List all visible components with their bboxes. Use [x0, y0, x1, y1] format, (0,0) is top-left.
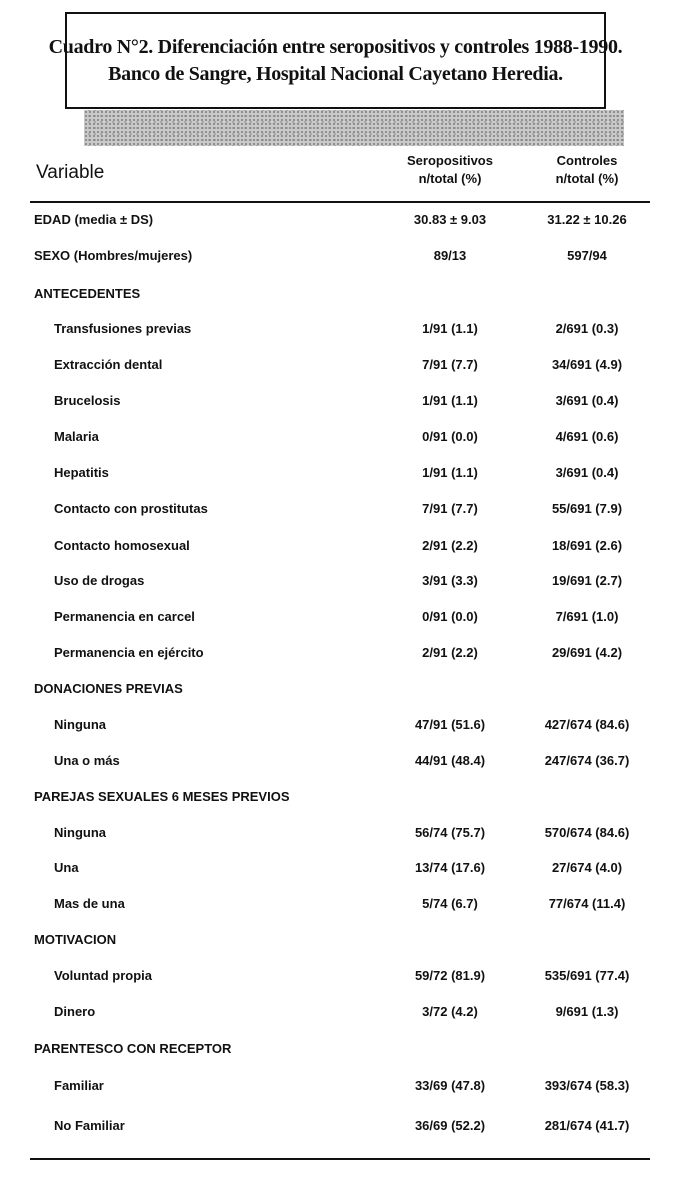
- row-label: Permanencia en carcel: [54, 609, 195, 624]
- seropositivos-value: 7/91 (7.7): [422, 357, 478, 372]
- table-row: [0, 209, 683, 231]
- controles-value: 535/691 (77.4): [544, 968, 630, 983]
- table-row: [0, 390, 683, 412]
- controles-value: 427/674 (84.6): [544, 717, 630, 732]
- controles-value: 27/674 (4.0): [551, 860, 623, 875]
- table-row: [0, 570, 683, 592]
- table-row: [0, 1075, 683, 1097]
- table-row: [0, 1001, 683, 1023]
- controles-value: 2/691 (0.3): [555, 321, 619, 336]
- table-row: [0, 1115, 683, 1137]
- table-row: [0, 822, 683, 844]
- section-row: [0, 678, 683, 700]
- row-label: Transfusiones previas: [54, 321, 192, 336]
- seropositivos-value: 36/69 (52.2): [414, 1118, 486, 1133]
- seropositivos-value: 59/72 (81.9): [414, 968, 486, 983]
- row-label: MOTIVACION: [34, 932, 117, 947]
- header-controles-unit: n/total (%): [555, 171, 619, 186]
- section-row: [0, 283, 683, 305]
- seropositivos-value: 2/91 (2.2): [422, 538, 478, 553]
- row-label: Ninguna: [54, 717, 106, 732]
- seropositivos-value: 5/74 (6.7): [422, 896, 478, 911]
- table-row: [0, 535, 683, 557]
- row-label: Extracción dental: [54, 357, 163, 372]
- row-label: Ninguna: [54, 825, 106, 840]
- seropositivos-value: 30.83 ± 9.03: [413, 212, 487, 227]
- seropositivos-value: 0/91 (0.0): [422, 609, 478, 624]
- seropositivos-value: 2/91 (2.2): [422, 645, 478, 660]
- controles-value: 29/691 (4.2): [551, 645, 623, 660]
- controles-value: 3/691 (0.4): [555, 393, 619, 408]
- table-row: [0, 426, 683, 448]
- controles-value: 18/691 (2.6): [551, 538, 623, 553]
- seropositivos-value: 13/74 (17.6): [414, 860, 486, 875]
- table-header: [0, 150, 683, 200]
- controles-value: 281/674 (41.7): [544, 1118, 630, 1133]
- header-controles-title: Controles: [556, 153, 618, 168]
- seropositivos-value: 89/13: [433, 248, 467, 263]
- seropositivos-value: 56/74 (75.7): [414, 825, 486, 840]
- seropositivos-value: 3/91 (3.3): [422, 573, 478, 588]
- row-label: Malaria: [54, 429, 99, 444]
- row-label: ANTECEDENTES: [34, 286, 141, 301]
- bottom-rule: [30, 1158, 650, 1160]
- header-seropositivos-unit: n/total (%): [418, 171, 482, 186]
- table-title-box: [48, 12, 623, 109]
- seropositivos-value: 1/91 (1.1): [422, 465, 478, 480]
- row-label: EDAD (media ± DS): [34, 212, 154, 227]
- controles-value: 393/674 (58.3): [544, 1078, 630, 1093]
- table-row: [0, 857, 683, 879]
- controles-value: 55/691 (7.9): [551, 501, 623, 516]
- section-row: [0, 1038, 683, 1060]
- controles-value: 9/691 (1.3): [555, 1004, 619, 1019]
- controles-value: 34/691 (4.9): [551, 357, 623, 372]
- header-variable: Variable: [36, 162, 105, 183]
- seropositivos-value: 33/69 (47.8): [414, 1078, 486, 1093]
- table-row: [0, 606, 683, 628]
- row-label: SEXO (Hombres/mujeres): [34, 248, 193, 263]
- controles-value: 7/691 (1.0): [555, 609, 619, 624]
- row-label: Una o más: [54, 753, 120, 768]
- controles-value: 19/691 (2.7): [551, 573, 623, 588]
- table-title-line-2: Banco de Sangre, Hospital Nacional Cayetano Heredia.: [108, 62, 563, 85]
- header-seropositivos: [390, 152, 510, 188]
- table-row: [0, 750, 683, 772]
- row-label: Permanencia en ejército: [54, 645, 204, 660]
- controles-value: 247/674 (36.7): [544, 753, 630, 768]
- row-label: PAREJAS SEXUALES 6 MESES PREVIOS: [34, 789, 290, 804]
- seropositivos-value: 1/91 (1.1): [422, 321, 478, 336]
- row-label: Contacto con prostitutas: [54, 501, 208, 516]
- table-row: [0, 498, 683, 520]
- seropositivos-value: 7/91 (7.7): [422, 501, 478, 516]
- row-label: Una: [54, 860, 79, 875]
- controles-value: 4/691 (0.6): [555, 429, 619, 444]
- table-row: [0, 714, 683, 736]
- controles-value: 77/674 (11.4): [548, 896, 626, 911]
- table-title-line-1: Cuadro N°2. Diferenciación entre seropositivos y controles 1988-1990.: [48, 35, 623, 58]
- row-label: Familiar: [54, 1078, 104, 1093]
- seropositivos-value: 47/91 (51.6): [414, 717, 486, 732]
- seropositivos-value: 1/91 (1.1): [422, 393, 478, 408]
- row-label: Hepatitis: [54, 465, 109, 480]
- row-label: Dinero: [54, 1004, 96, 1019]
- header-seropositivos-title: Seropositivos: [407, 153, 493, 168]
- row-label: PARENTESCO CON RECEPTOR: [34, 1041, 232, 1056]
- controles-value: 31.22 ± 10.26: [547, 212, 627, 227]
- table-row: [0, 462, 683, 484]
- controles-value: 570/674 (84.6): [544, 825, 630, 840]
- row-label: Uso de drogas: [54, 573, 145, 588]
- section-row: [0, 929, 683, 951]
- controles-value: 597/94: [567, 248, 607, 263]
- controles-value: 3/691 (0.4): [555, 465, 619, 480]
- table-row: [0, 354, 683, 376]
- header-controles: [527, 152, 647, 188]
- row-label: DONACIONES PREVIAS: [34, 681, 183, 696]
- row-label: Mas de una: [54, 896, 125, 911]
- table-row: [0, 965, 683, 987]
- title-box-shadow: [84, 110, 624, 146]
- table-row: [0, 642, 683, 664]
- row-label: Voluntad propia: [54, 968, 152, 983]
- seropositivos-value: 44/91 (48.4): [414, 753, 486, 768]
- row-label: No Familiar: [54, 1118, 125, 1133]
- seropositivos-value: 3/72 (4.2): [422, 1004, 478, 1019]
- table-row: [0, 893, 683, 915]
- row-label: Contacto homosexual: [54, 538, 190, 553]
- table-row: [0, 245, 683, 267]
- seropositivos-value: 0/91 (0.0): [422, 429, 478, 444]
- row-label: Brucelosis: [54, 393, 121, 408]
- section-row: [0, 786, 683, 808]
- table-row: [0, 318, 683, 340]
- header-rule: [30, 201, 650, 203]
